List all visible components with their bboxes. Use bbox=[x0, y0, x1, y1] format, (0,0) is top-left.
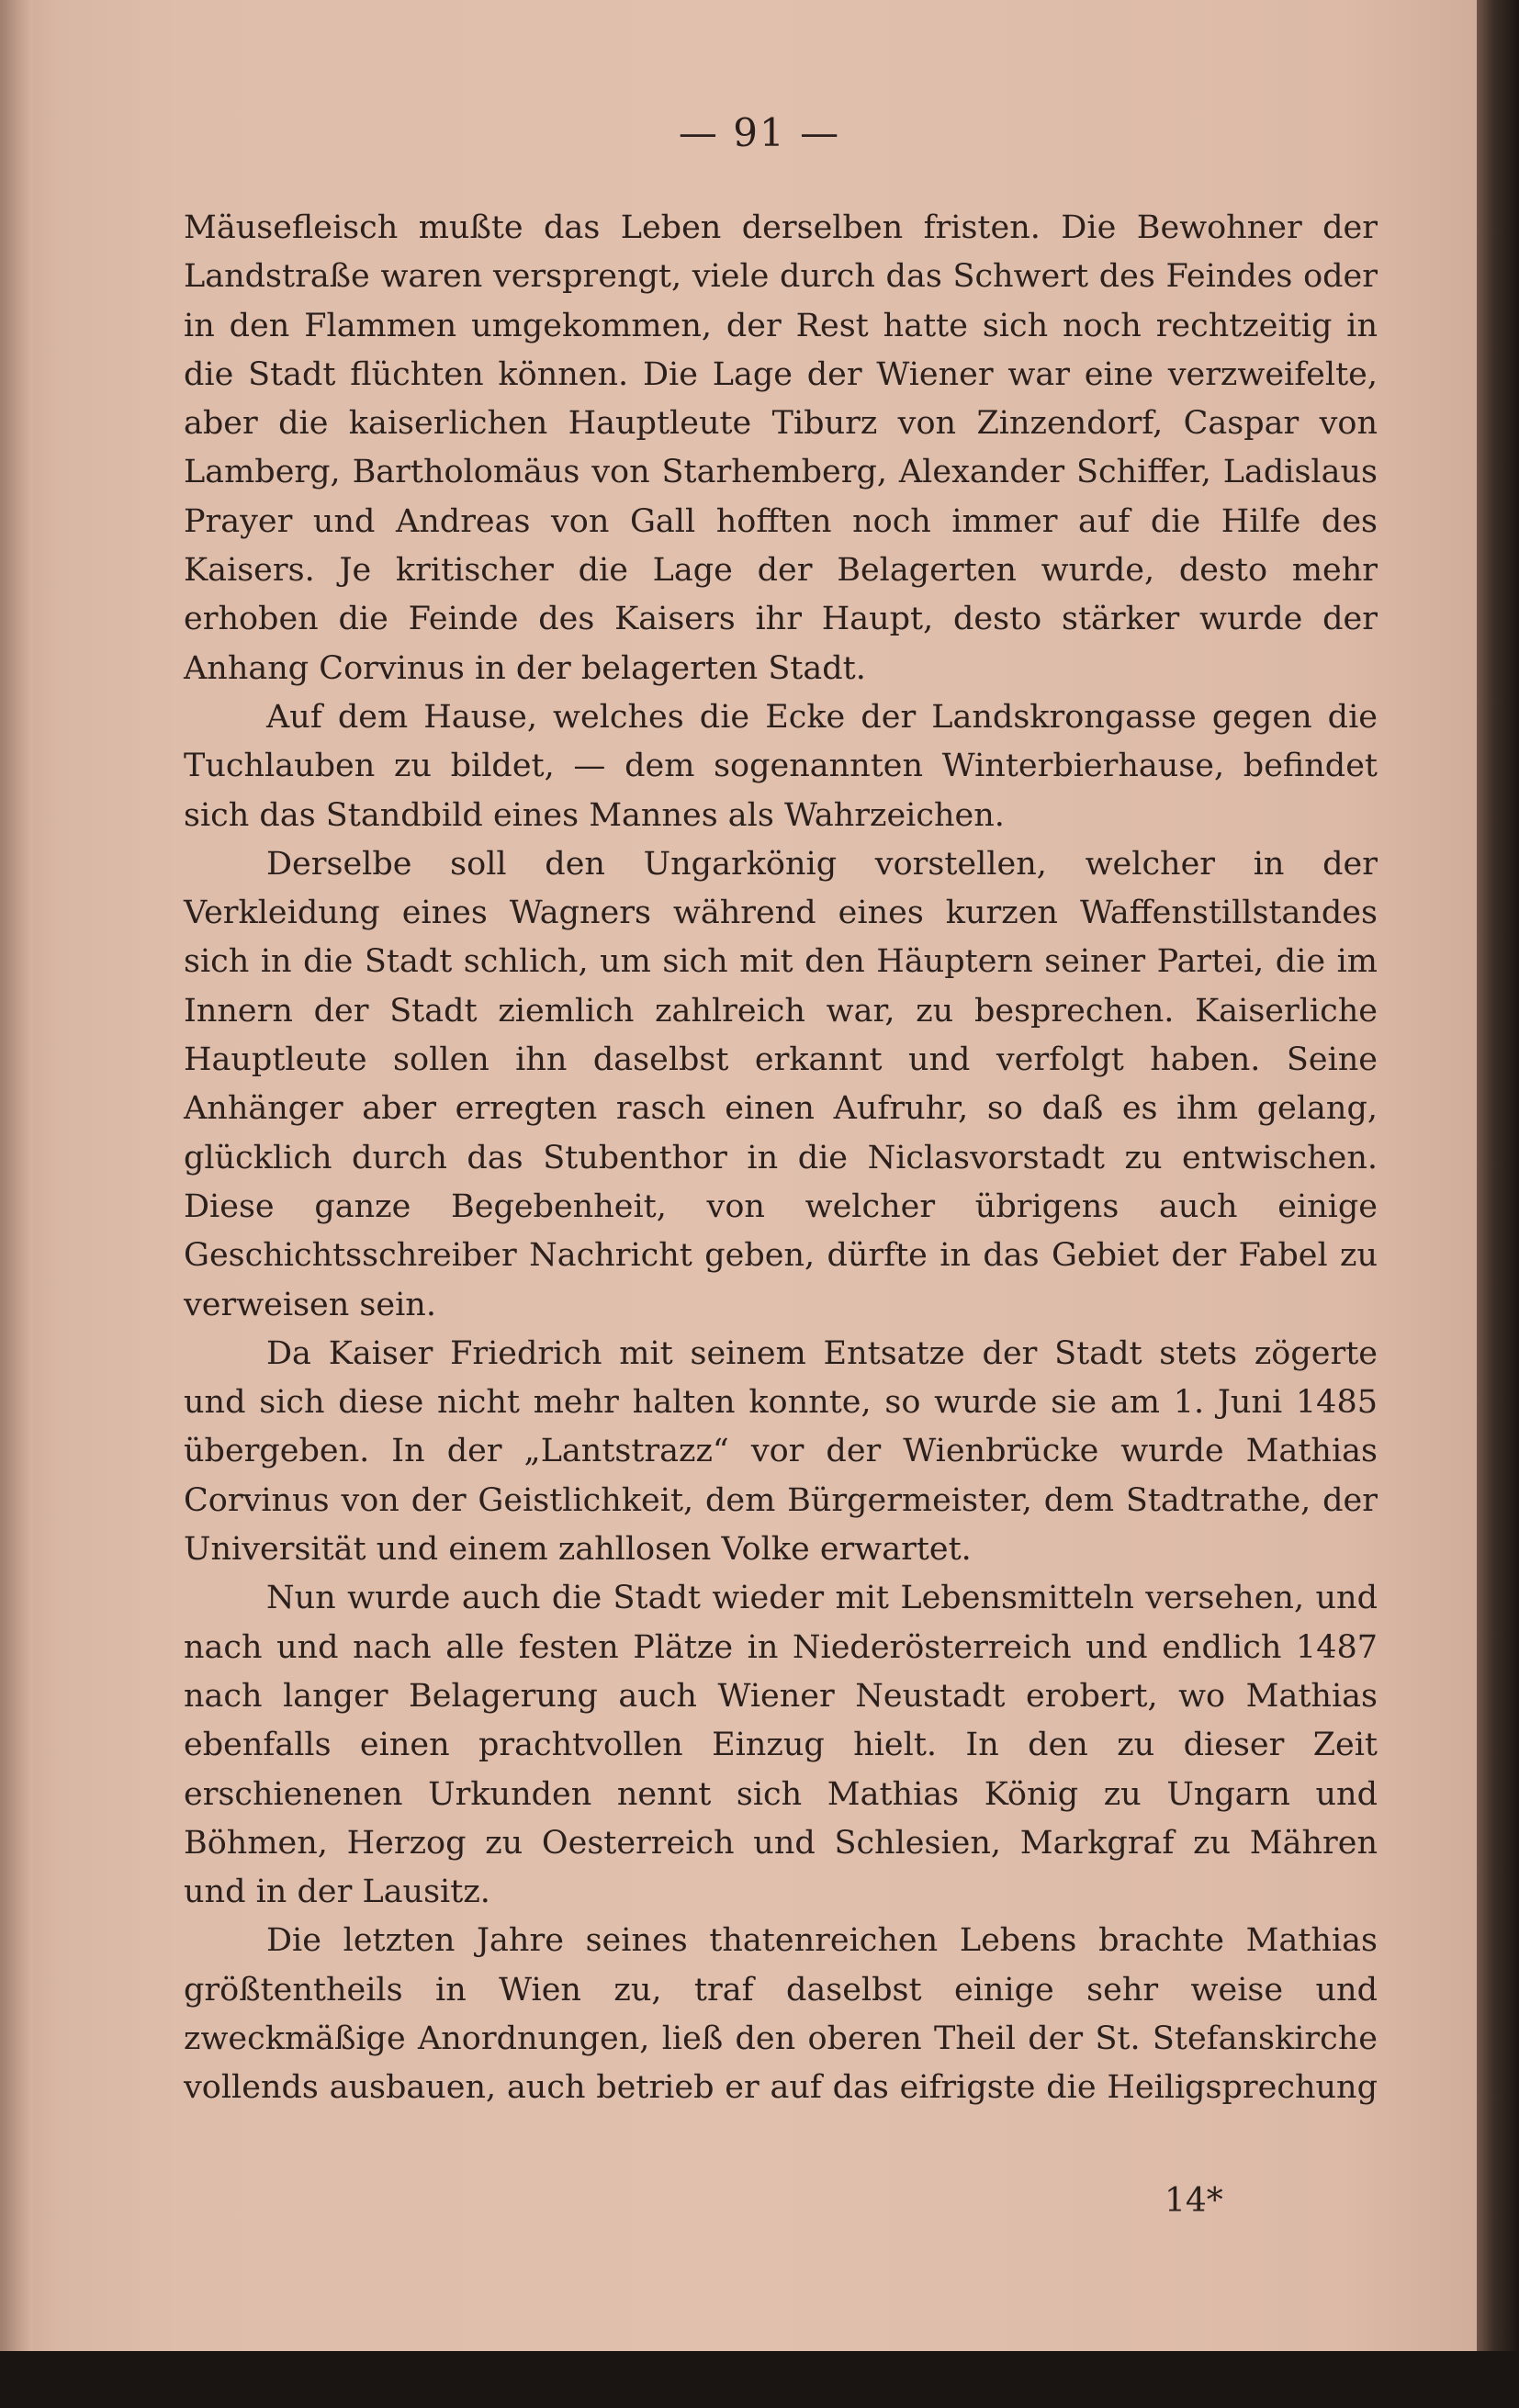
paragraph-4: Da Kaiser Friedrich mit seinem Entsatze der Stadt stets zögerte und sich diese nicht mehr halten konnte, so wurde sie am 1. Juni 1485 übergeben. In der „Lantstrazz“ vor der Wienbrücke wurde Mathias Corvinus von der Geistlichkeit, dem Bürgermeister, dem Stadtrathe, der Universität und einem zahllosen Volke erwartet. bbox=[184, 1334, 1378, 1569]
paragraph-3: Derselbe soll den Ungarkönig vorstellen, welcher in der Verkleidung eines Wagners während eines kurzen Waffenstillstandes sich in die Stadt schlich, um sich mit den Häuptern seiner Partei, die im Innern der Stadt ziemlich zahlreich war, zu besprechen. Kaiserliche Hauptleute sollen ihn daselbst erkannt und verfolgt haben. Seine Anhänger aber erregten rasch einen Aufruhr, so daß es ihm gelang, glücklich durch das Stubenthor in die Niclasvorstadt zu entwischen. Diese ganze Begebenheit, von welcher übrigens auch einige Geschichtsschreiber Nachricht geben, dürfte in das Gebiet der Fabel zu verweisen sein. bbox=[184, 845, 1378, 1323]
paragraph-6: Die letzten Jahre seines thatenreichen Lebens brachte Mathias größtentheils in Wien zu, traf daselbst einige sehr weise und zweckmäßige Anordnungen, ließ den oberen Theil der St. Stefanskirche vollends ausbauen, auch betrieb er auf das eifrigste die Heiligsprechung bbox=[184, 1922, 1378, 2107]
page-number: — 91 — bbox=[678, 110, 841, 155]
page-gutter bbox=[0, 0, 33, 2351]
book-edge-shadow bbox=[1477, 0, 1519, 2408]
sheet-signature: 14* bbox=[1165, 2182, 1223, 2220]
paragraph-5: Nun wurde auch die Stadt wieder mit Lebensmitteln versehen, und nach und nach alle festen Plätze in Niederösterreich und endlich 1487 nach langer Belagerung auch Wiener Neustadt erobert, wo Mathias ebenfalls einen prachtvollen Einzug hielt. In den zu dieser Zeit erschienenen Urkunden nennt sich Mathias König zu Ungarn und Böhmen, Herzog zu Oesterreich und Schlesien, Markgraf zu Mähren und in der Lausitz. bbox=[184, 1580, 1378, 1911]
body-text bbox=[184, 204, 1378, 2113]
paragraph-1: Mäusefleisch mußte das Leben derselben fristen. Die Bewohner der Landstraße waren versprengt, viele durch das Schwert des Feindes oder in den Flammen umgekommen, der Rest hatte sich noch rechtzeitig in die Stadt flüchten können. Die Lage der Wiener war eine verzweifelte, aber die kaiserlichen Hauptleute Tiburz von Zinzendorf, Caspar von Lamberg, Bartholomäus von Starhemberg, Alexander Schiffer, Ladislaus Prayer und Andreas von Gall hofften noch immer auf die Hilfe des Kaisers. Je kritischer die Lage der Belagerten wurde, desto mehr erhoben die Feinde des Kaisers ihr Haupt, desto stärker wurde der Anhang Corvinus in der belagerten Stadt. bbox=[184, 209, 1378, 687]
scan-background bbox=[0, 2351, 1519, 2408]
paragraph-2: Auf dem Hause, welches die Ecke der Landskrongasse gegen die Tuchlauben zu bildet, — dem sogenannten Winterbierhause, befindet sich das Standbild eines Mannes als Wahrzeichen. bbox=[184, 698, 1378, 834]
